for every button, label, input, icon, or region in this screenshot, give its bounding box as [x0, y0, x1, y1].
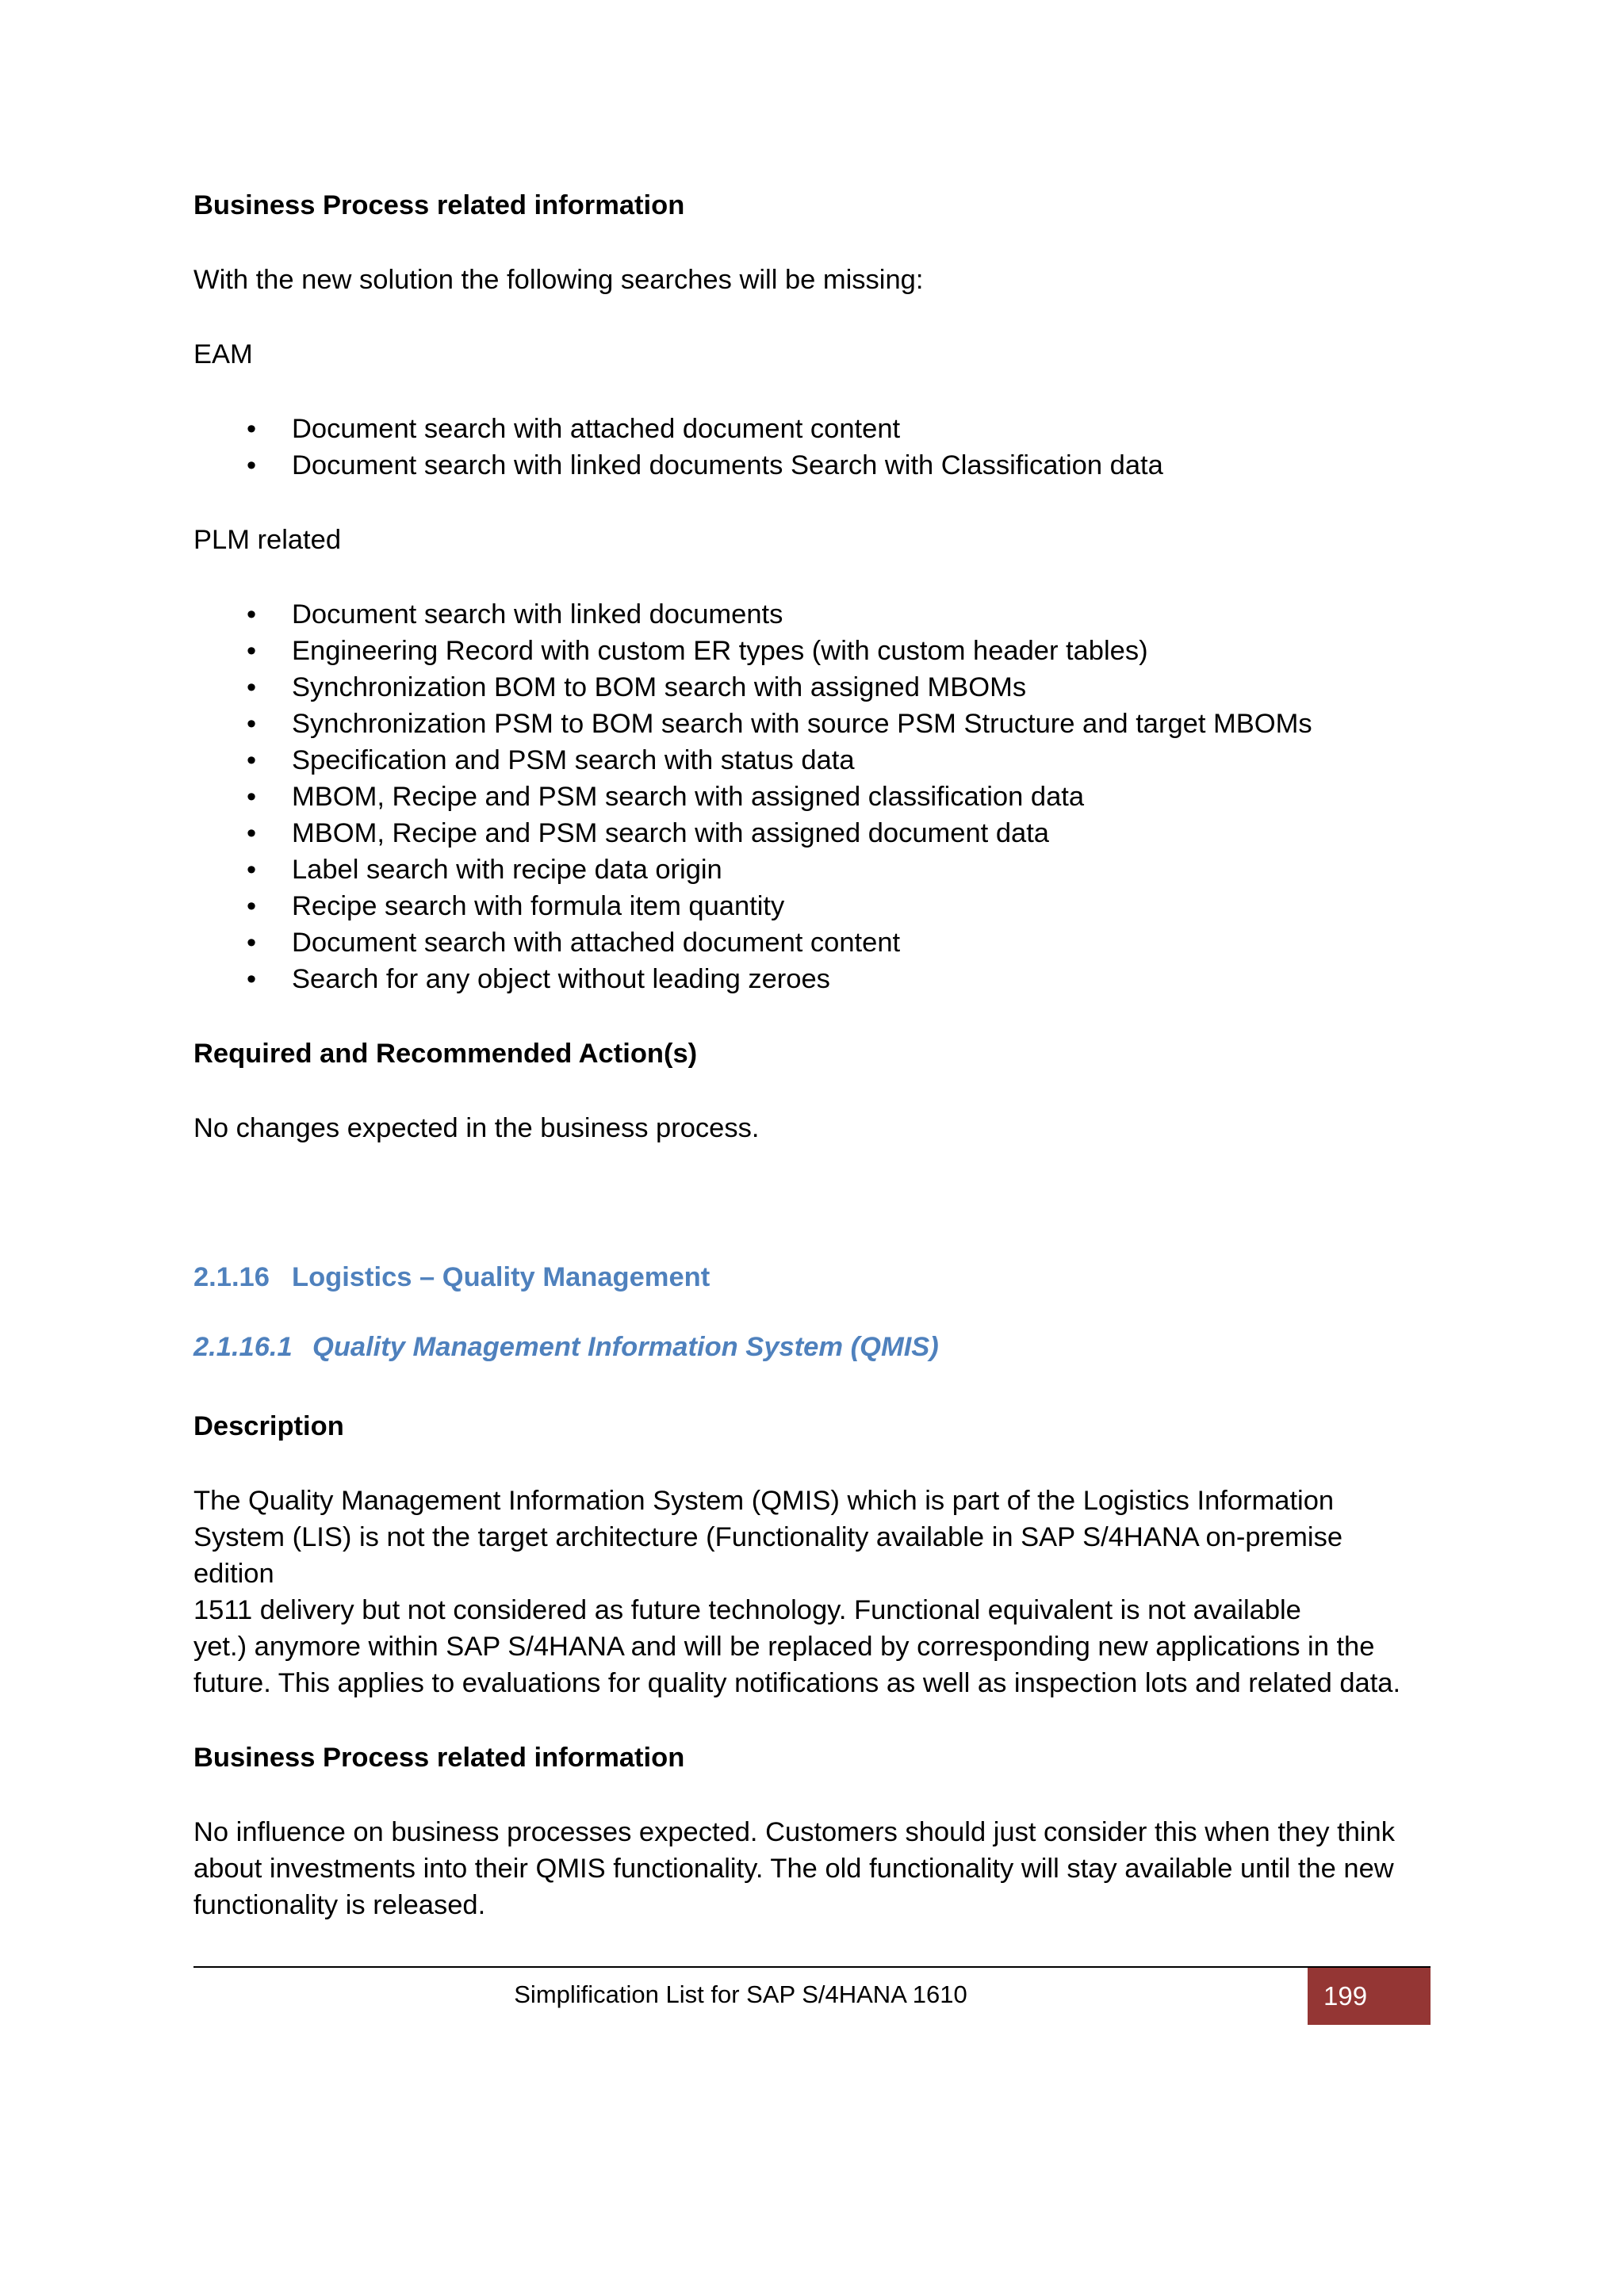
- bullet-icon: •: [247, 599, 257, 629]
- eam-label: EAM: [193, 339, 253, 369]
- list-item: • Specification and PSM search with status data: [193, 742, 1431, 779]
- list-item: • Synchronization BOM to BOM search with assigned MBOMs: [193, 669, 1431, 706]
- bullet-icon: •: [247, 672, 257, 702]
- bullet-icon: •: [247, 709, 257, 739]
- bp-info-heading: Business Process related information: [193, 1743, 685, 1773]
- chapter-title: Logistics – Quality Management: [292, 1262, 710, 1292]
- list-item: • Document search with attached document content: [193, 411, 1431, 447]
- bullet-icon: •: [247, 855, 257, 885]
- list-item: • Recipe search with formula item quantity: [193, 888, 1431, 924]
- description-heading: Description: [193, 1411, 344, 1441]
- list-item: • Search for any object without leading zeroes: [193, 961, 1431, 997]
- bullet-icon: •: [247, 414, 257, 444]
- description-text: The Quality Management Information System (QMIS) which is part of the Logistics Information System (LIS) is not the target architecture (Functionality available in SAP S/4HANA on-premise edition 1511 delivery but not considered as future technology. Functional equivalent is not available yet.) anymore within SAP S/4HANA and will be replaced by corresponding new applications in the future. This applies to evaluations for quality notifications as well as inspection lots and related data.: [193, 1486, 1401, 1698]
- page-number-badge: 199: [1308, 1968, 1431, 2025]
- plm-label: PLM related: [193, 525, 342, 555]
- required-actions-text: No changes expected in the business process.: [193, 1113, 760, 1143]
- list-item: • Document search with linked documents: [193, 596, 1431, 633]
- bp-info-text: No influence on business processes expected. Customers should just consider this when they think about investments into their QMIS functionality. The old functionality will stay available until the new functionality is released.: [193, 1817, 1395, 1920]
- chapter-number: 2.1.16: [193, 1262, 270, 1292]
- subchapter-heading: [193, 1329, 1431, 1365]
- list-item: • Document search with linked documents Search with Classification data: [193, 447, 1431, 484]
- list-item: • Synchronization PSM to BOM search with source PSM Structure and target MBOMs: [193, 706, 1431, 742]
- list-item: • Document search with attached document content: [193, 924, 1431, 961]
- page-content: [193, 187, 1431, 1961]
- plm-list: [193, 596, 1431, 997]
- bullet-icon: •: [247, 964, 257, 994]
- section-heading-business-process: Business Process related information: [193, 190, 685, 220]
- eam-list: [193, 411, 1431, 484]
- chapter-heading: [193, 1259, 1431, 1295]
- list-item: • Engineering Record with custom ER types (with custom header tables): [193, 633, 1431, 669]
- section-spacer: [193, 1184, 1431, 1259]
- bullet-icon: •: [247, 745, 257, 775]
- bullet-icon: •: [247, 928, 257, 958]
- intro-text: With the new solution the following searches will be missing:: [193, 265, 924, 295]
- bullet-icon: •: [247, 891, 257, 921]
- section-heading-required-actions: Required and Recommended Action(s): [193, 1039, 698, 1069]
- footer-divider: [193, 1966, 1431, 1968]
- bullet-icon: •: [247, 818, 257, 848]
- list-item: • Label search with recipe data origin: [193, 851, 1431, 888]
- list-item: • MBOM, Recipe and PSM search with assigned document data: [193, 815, 1431, 851]
- subchapter-number: 2.1.16.1: [193, 1332, 293, 1362]
- bullet-icon: •: [247, 450, 257, 480]
- footer-title: Simplification List for SAP S/4HANA 1610: [514, 1980, 967, 2008]
- bullet-icon: •: [247, 636, 257, 666]
- list-item: • MBOM, Recipe and PSM search with assigned classification data: [193, 779, 1431, 815]
- subchapter-title: Quality Management Information System (QMIS): [312, 1332, 939, 1362]
- bullet-icon: •: [247, 782, 257, 812]
